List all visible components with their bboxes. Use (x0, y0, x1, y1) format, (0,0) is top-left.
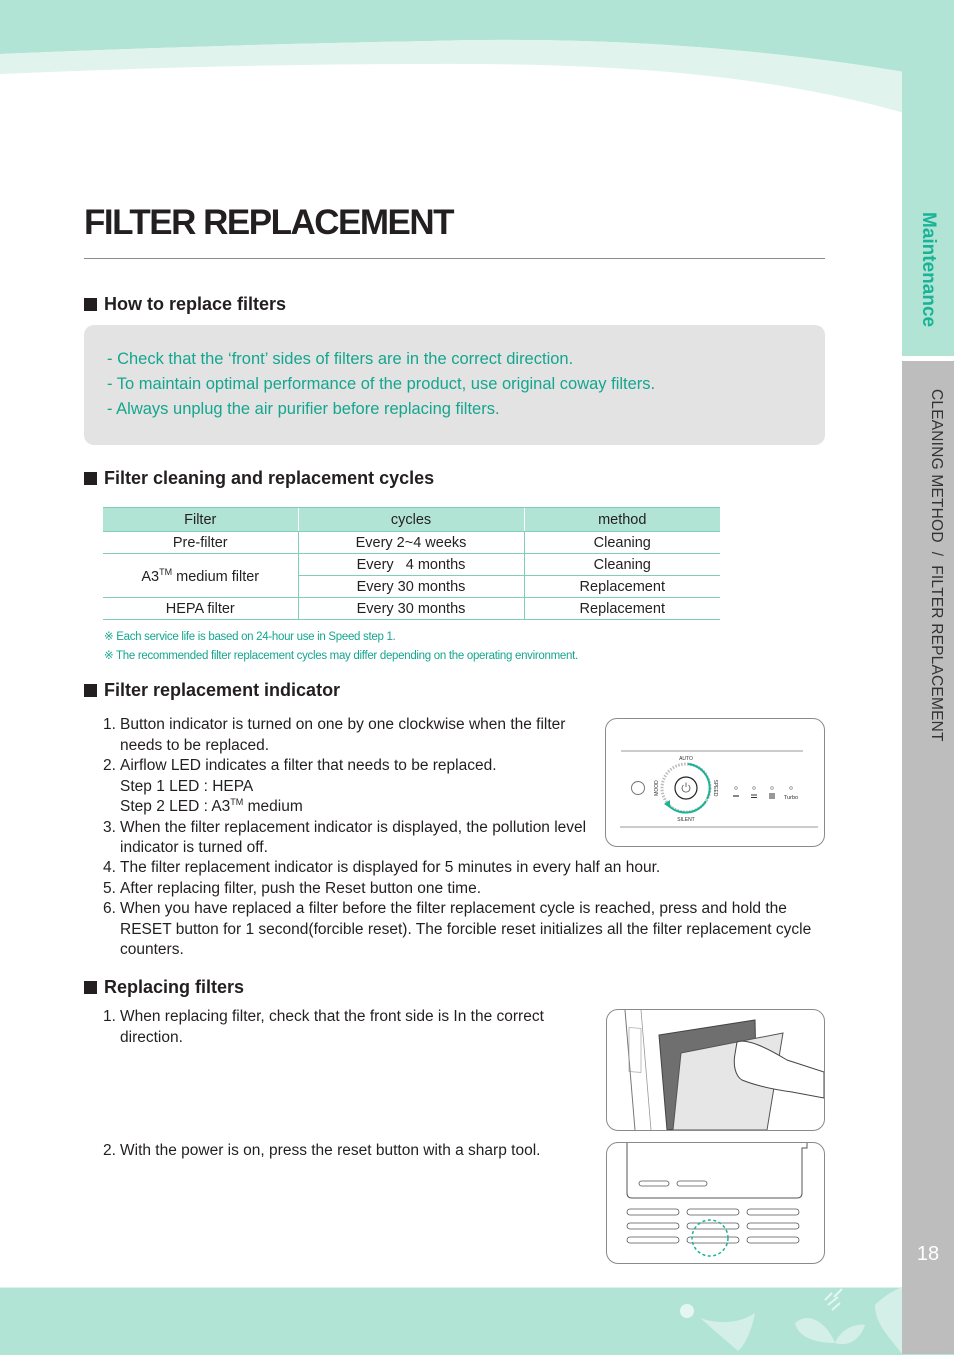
step-number: 5. (103, 879, 116, 897)
step-subline: Step 2 LED : A3 (120, 798, 231, 815)
cell-filter: HEPA filter (103, 598, 298, 620)
section-heading-text: Filter cleaning and replacement cycles (104, 468, 435, 488)
control-panel-figure (605, 718, 825, 847)
title-divider (84, 258, 825, 259)
note-item: - Always unplug the air purifier before replacing filters. (107, 400, 500, 418)
filter-name-suffix: medium filter (172, 568, 260, 585)
section-heading-text: How to replace filters (104, 294, 287, 314)
step-subline: Step 1 LED : HEPA (120, 777, 254, 795)
side-tab-section-label: CLEANING METHOD / FILTER REPLACEMENT (928, 389, 945, 742)
step-text: Airflow LED indicates a filter that needs to be replaced. (120, 757, 497, 774)
dial-label-silent: SILENT (677, 817, 695, 823)
step-number: 4. (103, 859, 116, 876)
cell-method: Cleaning (524, 554, 720, 576)
step-item (103, 879, 813, 900)
note-item: - To maintain optimal performance of the product, use original coway filters. (107, 375, 656, 393)
filter-name: A3 (141, 568, 160, 585)
square-bullet-icon (84, 472, 97, 485)
cell-filter: Pre-filter (103, 532, 298, 554)
footnote: ※ The recommended filter replacement cycles may differ depending on the operating environment. (104, 650, 578, 662)
column-header-cycles: cycles (298, 508, 524, 532)
cell-method: Cleaning (524, 532, 720, 554)
step-number: 2. (103, 757, 116, 774)
square-bullet-icon (84, 298, 97, 311)
step-item (103, 756, 603, 818)
step-item (103, 899, 813, 961)
filter-removal-illustration (607, 1010, 824, 1130)
speed-led-1 (735, 787, 738, 790)
dial-label-mood: MOOD (654, 780, 660, 796)
trademark-sup: TM (230, 796, 244, 807)
dial-label-speed: SPEED (712, 779, 718, 797)
power-button-icon (675, 777, 697, 799)
turbo-label: Turbo (783, 795, 799, 801)
trademark-sup: TM (159, 566, 173, 577)
table-row (103, 598, 720, 620)
filter-removal-figure (606, 1009, 825, 1131)
leaf-decoration-icon (660, 1285, 910, 1354)
side-tab-maintenance[interactable] (902, 0, 954, 356)
step-number: 3. (103, 818, 116, 836)
cell-method: Replacement (524, 598, 720, 620)
reset-button-figure (606, 1142, 825, 1264)
speed-led-3 (771, 787, 774, 790)
replacing-step-1 (103, 1007, 573, 1048)
footnotes (104, 628, 578, 666)
footnote: ※ Each service life is based on 24-hour use in Speed step 1. (104, 631, 396, 643)
step-text: With the power is on, press the reset button with a sharp tool. (120, 1142, 541, 1159)
top-wave-decoration (0, 0, 954, 120)
table-header-row (103, 508, 720, 532)
cell-cycle: Every 2~4 weeks (298, 532, 524, 554)
step-item (103, 715, 603, 756)
step-text: Button indicator is turned on one by one clockwise when the filter needs to be replaced. (120, 716, 566, 754)
step-item (103, 1141, 583, 1162)
step-number: 2. (103, 1142, 116, 1159)
section-heading-cycles (84, 468, 434, 489)
side-tab-section[interactable] (902, 361, 954, 1354)
section-heading-text: Filter replacement indicator (104, 680, 341, 700)
step-number: 6. (103, 900, 116, 917)
cell-method: Replacement (524, 576, 720, 598)
square-bullet-icon (84, 981, 97, 994)
replacing-step-2 (103, 1141, 583, 1162)
section-heading-text: Replacing filters (104, 977, 245, 997)
step-number: 1. (103, 1008, 116, 1025)
indicator-steps-a (103, 715, 603, 859)
step-item (103, 818, 603, 859)
step-item (103, 858, 813, 879)
page-number: 18 (916, 1243, 940, 1265)
cell-cycle: Every 30 months (298, 576, 524, 598)
note-item: - Check that the ‘front’ sides of filters are in the correct direction. (107, 350, 574, 368)
speed-led-2 (753, 787, 756, 790)
cell-cycle: Every 4 months (298, 554, 524, 576)
step-text: After replacing filter, push the Reset button one time. (120, 879, 482, 897)
step-text: When you have replaced a filter before the filter replacement cycle is reached, press and hold the RESET button for 1 second(forcible reset). The forcible reset initializes all the filter replacement cycle counters. (120, 900, 812, 958)
side-tab-maintenance-label: Maintenance (918, 212, 939, 328)
table-row (103, 554, 720, 576)
section-heading-replacing (84, 977, 244, 998)
column-header-filter: Filter (103, 508, 298, 532)
control-panel-illustration (606, 719, 824, 846)
square-bullet-icon (84, 684, 97, 697)
cell-filter (103, 554, 298, 598)
section-heading-indicator (84, 680, 340, 701)
step-text: When replacing filter, check that the front side is In the correct direction. (120, 1008, 544, 1046)
step-text: When the filter replacement indicator is displayed, the pollution level indicator is turned off. (120, 818, 587, 856)
step-number: 1. (103, 716, 116, 733)
reset-button-highlight-icon (692, 1220, 728, 1256)
speed-led-turbo (790, 787, 793, 790)
section-heading-how-to-replace (84, 294, 286, 315)
cycles-table (103, 507, 720, 620)
dial-label-auto: AUTO (679, 756, 693, 762)
column-header-method: method (524, 508, 720, 532)
step-item (103, 1007, 573, 1048)
cell-cycle: Every 30 months (298, 598, 524, 620)
step-text: The filter replacement indicator is displayed for 5 minutes in every half an hour. (120, 859, 661, 876)
mood-button-icon (632, 782, 645, 795)
reset-button-illustration (607, 1143, 824, 1263)
side-tab-bottom (902, 1287, 954, 1354)
page-title: FILTER REPLACEMENT (84, 203, 454, 242)
indicator-steps-b (103, 858, 813, 961)
note-box (84, 325, 825, 445)
step-subline-suffix: medium (243, 798, 303, 815)
table-row (103, 532, 720, 554)
